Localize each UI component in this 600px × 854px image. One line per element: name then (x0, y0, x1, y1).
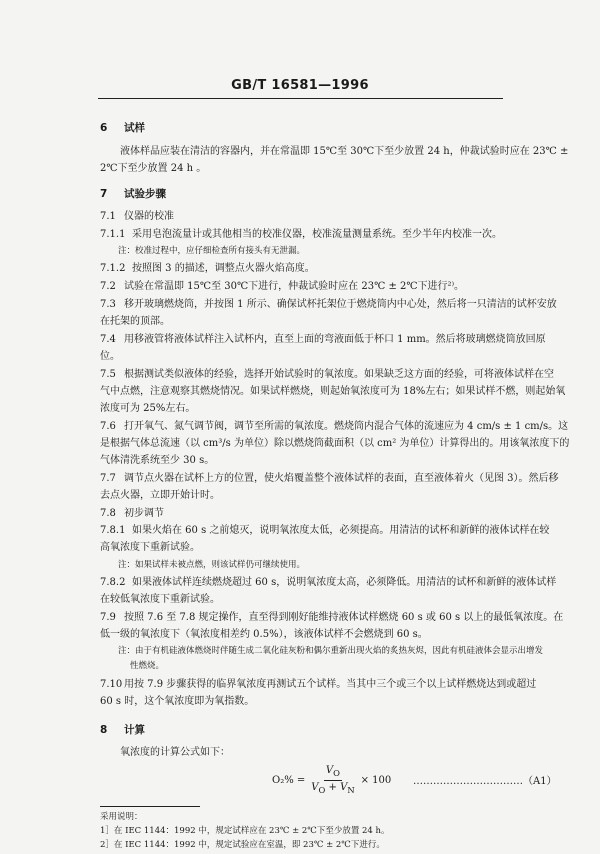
clause-number: 7.8.1 (100, 525, 126, 536)
clause-number: 7.1.2 (100, 263, 126, 274)
formula-denominator (309, 781, 356, 797)
note-7-8-1: 注：如果试样未被点燃，则该试样仍可继续使用。 (118, 560, 306, 570)
clause-number: 7.8 (100, 508, 116, 519)
equation-number: ……………………………（A1） (413, 776, 557, 787)
formula-numerator (324, 764, 342, 781)
section-number: 7 (100, 188, 108, 200)
clause-7-6-line-3: 气体清洗系统至少 30 s。 (100, 455, 215, 466)
footnote-title: 采用说明： (100, 812, 143, 822)
oxygen-concentration-intro: 氧浓度的计算公式如下： (120, 747, 230, 758)
clause-text: 按照 7.6 至 7.8 规定操作，直至得到刚好能维持液体试样燃烧 60 s 或 60 s 以上的最低氧浓度。在 (124, 612, 564, 623)
denominator-subscript-b: N (347, 784, 355, 795)
clause-7-10-line-2: 60 s 时，这个氧浓度即为氧指数。 (100, 696, 255, 707)
formula-multiplier: × 100 (360, 774, 392, 786)
denominator-subscript-a: O (318, 784, 326, 795)
clause-number: 7.7 (100, 473, 116, 484)
clause-number: 7.5 (100, 369, 116, 380)
section-number: 8 (100, 724, 108, 736)
denominator-symbol-a: V (311, 781, 319, 793)
clause-text: 仪器的校准 (124, 211, 174, 222)
clause-7-9-line-2: 低一级的氧浓度下（氧浓度相差约 0.5%），该液体试样不会燃烧到 60 s。 (100, 629, 428, 640)
clause-number: 7.1 (100, 211, 116, 222)
section-title: 试样 (124, 122, 145, 134)
clause-text: 如果火焰在 60 s 之前熄灭，说明氧浓度太低，必须提高。用清洁的试杯和新鲜的液体试样在较 (132, 525, 550, 536)
clause-number: 7.2 (100, 281, 116, 292)
clause-7-8-1-line-2: 高氧浓度下重新试验。 (100, 542, 200, 553)
clause-7-6-line-2: 是根据气体总流速（以 cm³/s 为单位）除以燃烧筒截面积（以 cm² 为单位）计算得出的。用该氧浓度下的 (100, 438, 570, 449)
clause-number: 7.9 (100, 612, 116, 623)
clause-text: 打开氧气、氮气调节阀，调节至所需的氧浓度。燃烧筒内混合气体的流速应为 4 cm/s ± 1 cm/s。这 (124, 421, 569, 432)
clause-text: 如果液体试样连续燃烧超过 60 s，说明氧浓度太高，必须降低。用清洁的试杯和新鲜的液体试样 (132, 577, 557, 588)
formula-lhs: O₂% = (272, 774, 306, 786)
clause-text: 用按 7.9 步骤获得的临界氧浓度再测试五个试样。当其中三个或三个以上试样燃烧达到或超过 (124, 679, 537, 690)
denominator-plus: + (325, 781, 341, 793)
page-header-standard-number: GB/T 16581—1996 (231, 78, 369, 93)
formula-fraction (309, 764, 356, 797)
section-number: 6 (100, 122, 108, 134)
clause-7-5-line-3: 浓度可为 25%左右。 (100, 403, 196, 414)
section-6-paragraph-line-2: 2℃下至少放置 24 h 。 (100, 163, 207, 174)
clause-number: 7.4 (100, 334, 116, 345)
clause-number: 7.6 (100, 421, 116, 432)
clause-text: 初步调节 (124, 508, 164, 519)
footnote-rule (100, 806, 200, 807)
numerator-subscript: O (333, 767, 340, 778)
clause-text: 采用皂泡流量计或其他相当的校准仪器，校准流量测量系统。至少半年内校准一次。 (132, 229, 502, 240)
numerator-symbol: V (325, 764, 334, 776)
denominator-symbol-b: V (340, 781, 348, 793)
section-title: 试验步骤 (124, 188, 166, 200)
clause-text: 试验在常温即 15℃至 30℃下进行，仲裁试验时应在 23℃ ± 2℃下进行²⁾。 (124, 281, 465, 292)
clause-number: 7.3 (100, 299, 116, 310)
clause-7-3-line-2: 在托架的顶部。 (100, 316, 170, 327)
clause-text: 用移液管将液体试样注入试杯内，直至上面的弯液面低于杯口 1 mm。然后将玻璃燃烧筒放回原 (124, 334, 546, 345)
clause-number: 7.1.1 (100, 229, 126, 240)
note-7-9-line-1: 注：由于有机硅液体燃烧时伴随生成二氧化硅灰粉和偶尔重新出现火焰的炙热灰烬，因此有机硅液体会显示出增发 (118, 646, 544, 656)
footnote-2: 2］在 IEC 1144：1992 中，规定试验应在室温，即 23℃ ± 2℃下进行。 (100, 840, 385, 850)
clause-number: 7.10 (100, 679, 123, 690)
note-7-9-line-2: 性燃烧。 (130, 661, 165, 671)
oxygen-concentration-formula (272, 762, 391, 798)
note-7-1-1: 注：校准过程中，应仔细检查所有接头有无泄漏。 (118, 246, 306, 256)
section-title: 计算 (124, 724, 145, 736)
section-6-paragraph-line-1: 液体样品应装在清洁的容器内，并在常温即 15℃至 30℃下至少放置 24 h，仲裁试验时应在 23℃ ± (120, 146, 569, 157)
clause-number: 7.8.2 (100, 577, 126, 588)
clause-7-7-line-2: 去点火器，立即开始计时。 (100, 490, 220, 501)
clause-text: 调节点火器在试杯上方的位置，使火焰覆盖整个液体试样的表面，直至液体着火（见图 3）。然后移 (124, 473, 559, 484)
clause-text: 根据测试类似液体的经验，选择开始试验时的氧浓度。如果缺乏这方面的经验，可将液体试样在空 (124, 369, 554, 380)
clause-text: 移开玻璃燃烧筒，并按图 1 所示、确保试杯托架位于燃烧筒内中心处，然后将一只清洁的试杯安放 (124, 299, 557, 310)
clause-7-4-line-2: 位。 (100, 351, 120, 362)
clause-7-5-line-2: 气中点燃，注意观察其燃烧情况。如果试样燃烧，则起始氧浓度可为 18%左右；如果试样不燃，则起始氧 (100, 386, 566, 397)
clause-7-8-2-line-2: 在较低氧浓度下重新试验。 (100, 594, 220, 605)
footnote-1: 1］在 IEC 1144：1992 中，规定试样应在 23℃ ± 2℃下至少放置 24 h。 (100, 826, 390, 836)
clause-text: 按照图 3 的描述，调整点火器火焰高度。 (132, 263, 315, 274)
